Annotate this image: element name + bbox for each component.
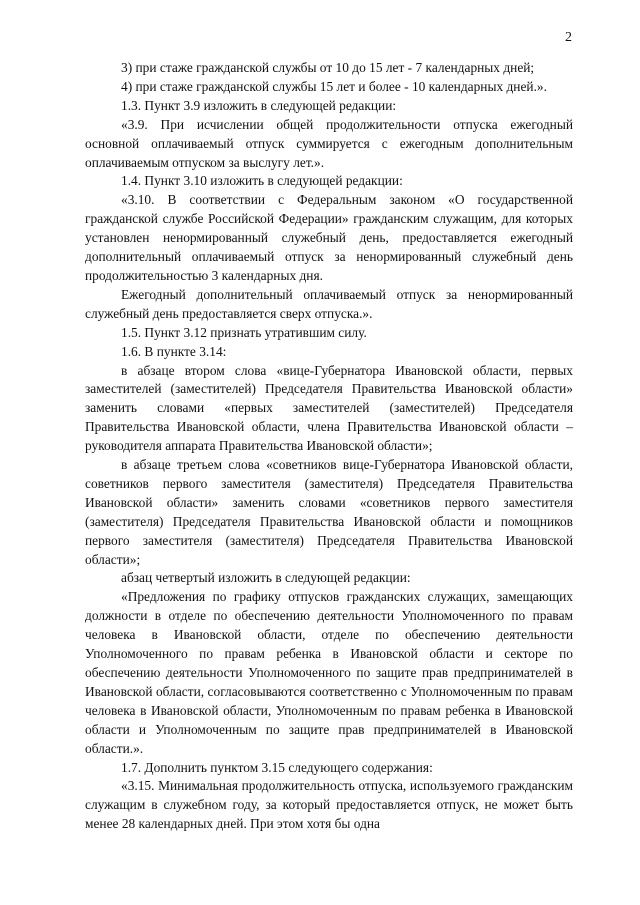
paragraph: 1.4. Пункт 3.10 изложить в следующей редакции: xyxy=(121,173,403,189)
paragraph: абзац четвертый изложить в следующей редакции: xyxy=(121,570,411,586)
paragraph: в абзаце втором слова «вице-Губернатора Ивановской области, первых заместителей (заместителей) Председателя Правительства Ивановской области» заменить словами «первых заместителей (заместителей) Председателя Правительства Ивановской области, члена Правительства Ивановской области – руководителя аппарата Правительства Ивановской области»; xyxy=(85,362,573,454)
paragraph: 1.6. В пункте 3.14: xyxy=(121,343,227,359)
paragraph: 1.3. Пункт 3.9 изложить в следующей редакции: xyxy=(121,97,397,113)
paragraph: 4) при стаже гражданской службы 15 лет и более - 10 календарных дней.». xyxy=(121,78,547,94)
paragraph: 3) при стаже гражданской службы от 10 до 15 лет - 7 календарных дней; xyxy=(121,60,535,75)
paragraph: 1.5. Пункт 3.12 признать утратившим силу. xyxy=(121,324,367,340)
paragraph: 1.7. Дополнить пунктом 3.15 следующего содержания: xyxy=(121,759,433,775)
paragraph: «Предложения по графику отпусков гражданских служащих, замещающих должности в отделе по обеспечению деятельности Уполномоченного по правам человека в Ивановской области, отделе по обеспечению деятельности Уполномоченного по правам ребенка в Ивановской области и секторе по обеспечению деятельности Уполномоченного по защите прав предпринимателей в Ивановской области, согласовываются соответственно с Уполномоченным по правам человека в Ивановской области, Уполномоченным по правам ребенка в Ивановской области и Уполномоченным по защите прав предпринимателей в Ивановской области.». xyxy=(85,589,573,756)
document-body xyxy=(85,59,573,834)
page-number: 2 xyxy=(565,30,572,45)
paragraph: «3.15. Минимальная продолжительность отпуска, используемого гражданским служащим в служебном году, за который предоставляется отпуск, не может быть менее 28 календарных дней. При этом хотя бы одна xyxy=(85,778,573,832)
paragraph: в абзаце третьем слова «советников вице-Губернатора Ивановской области, советников первого заместителя (заместителя) Председателя Правительства Ивановской области» заменить словами «советников первого заместителя (заместителя) Председателя Правительства Ивановской области и помощников первого заместителя (заместителя) Председателя Правительства Ивановской области»; xyxy=(85,457,573,567)
paragraph: «3.9. При исчислении общей продолжительности отпуска ежегодный основной оплачиваемый отпуск суммируется с ежегодным дополнительным оплачиваемым отпуском за выслугу лет.». xyxy=(85,116,573,170)
paragraph: Ежегодный дополнительный оплачиваемый отпуск за ненормированный служебный день предоставляется сверх отпуска.». xyxy=(85,286,573,321)
paragraph: «3.10. В соответствии с Федеральным законом «О государственной гражданской службе Российской Федерации» гражданским служащим, для которых установлен ненормированный служебный день, предоставляется ежегодный дополнительный оплачиваемый отпуск за ненормированный служебный день продолжительностью 3 календарных дня. xyxy=(85,192,573,283)
